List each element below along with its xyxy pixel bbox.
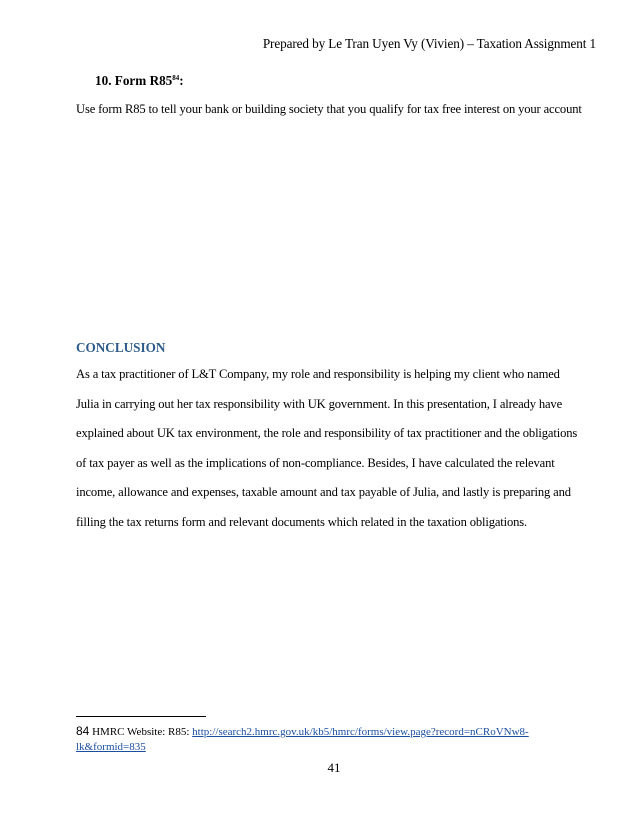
conclusion-paragraph: [76, 366, 606, 543]
page-number: [0, 760, 638, 776]
conclusion-heading: CONCLUSION: [76, 340, 166, 355]
footnote-link[interactable]: http://search2.hmrc.gov.uk/kb5/hmrc/forms/view.page?record=nCRoVNw8-: [192, 726, 529, 738]
paragraph-line: income, allowance and expenses, taxable amount and tax payable of Julia, and lastly is preparing and: [76, 485, 571, 499]
page-number-text: 41: [327, 760, 341, 775]
paragraph-line: As a tax practitioner of L&T Company, my role and responsibility is helping my client who named: [76, 367, 560, 381]
footnote: [76, 724, 596, 755]
running-header: Prepared by Le Tran Uyen Vy (Vivien) – Taxation Assignment 1: [262, 36, 596, 51]
section-lead-paragraph: Use form R85 to tell your bank or building society that you qualify for tax free interest on your account: [76, 102, 582, 116]
paragraph-line: Julia in carrying out her tax responsibility with UK government. In this presentation, I already have: [76, 396, 563, 411]
section-heading-suffix: :: [179, 73, 184, 88]
footnote-separator: [76, 716, 206, 717]
footnote-reference[interactable]: 84: [172, 74, 180, 82]
paragraph-line: filling the tax returns form and relevant documents which related in the taxation obligations.: [76, 514, 528, 529]
paragraph-line: explained about UK tax environment, the role and responsibility of tax practitioner and the obligations: [76, 426, 578, 440]
footnote-link-continued[interactable]: lk&formid=835: [76, 741, 146, 753]
section-heading: [95, 73, 184, 89]
paragraph-line: of tax payer as well as the implications of non-compliance. Besides, I have calculated the relevant: [76, 455, 555, 470]
footnote-number: 84: [76, 724, 90, 738]
section-heading-text: 10. Form R85: [95, 73, 173, 88]
footnote-prefix: HMRC Website: R85:: [89, 726, 193, 738]
